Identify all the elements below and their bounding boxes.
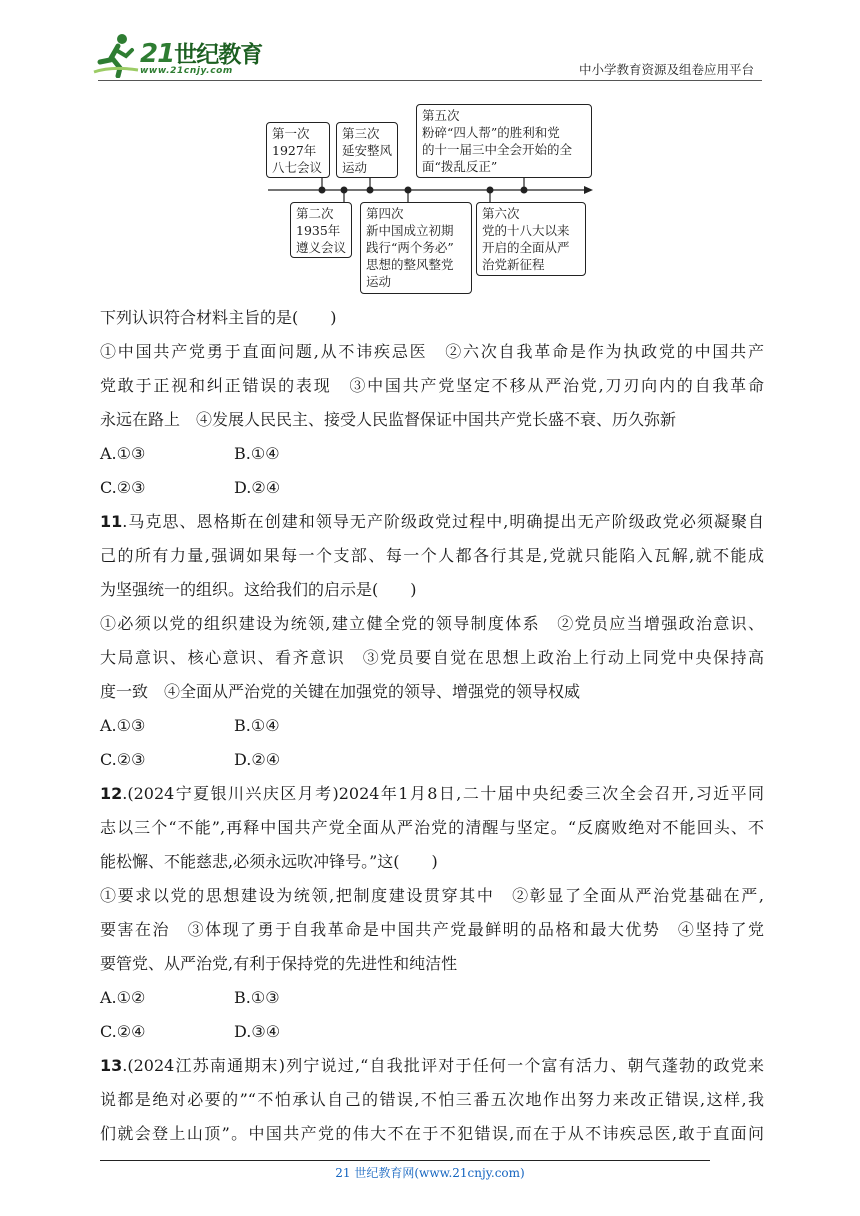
q12-option-c[interactable]: C.②④ xyxy=(100,1022,146,1041)
q12-option-d[interactable]: D.③④ xyxy=(234,1022,281,1041)
timeline-box-5: 第五次 粉碎“四人帮”的胜利和党 的十一届三中全会开始的全 面“拨乱反正” xyxy=(416,104,592,178)
q10-statement-line: 永远在路上 ④发展人民民主、接受人民监督保证中国共产党长盛不衰、历久弥新 xyxy=(100,410,677,429)
q11-option-b[interactable]: B.①④ xyxy=(234,716,280,735)
page-header xyxy=(0,0,860,90)
timeline-node xyxy=(405,187,412,194)
q12-option-b[interactable]: B.①③ xyxy=(234,988,280,1007)
q11-statement-line: 度一致 ④全面从严治党的关键在加强党的领导、增强党的领导权威 xyxy=(100,682,581,701)
q10-statement-line: ①中国共产党勇于直面问题,从不讳疾忌医 ②六次自我革命是作为执政党的中国共产 xyxy=(100,342,764,361)
q12-statement-line: 要害在治 ③体现了勇于自我革命是中国共产党最鲜明的品格和最大优势 ④坚持了党 xyxy=(100,920,764,939)
q13-number: 13 xyxy=(100,1056,123,1075)
q11-statement-line: 大局意识、核心意识、看齐意识 ③党员要自觉在思想上政治上行动上同党中央保持高 xyxy=(100,648,764,667)
header-divider xyxy=(98,80,762,81)
q11-stem-line: 11.马克思、恩格斯在创建和领导无产阶级政党过程中,明确提出无产阶级政党必须凝聚自 xyxy=(100,512,764,531)
q11-stem-line: 己的所有力量,强调如果每一个支部、每一个人都各行其是,党就只能陷入瓦解,就不能成 xyxy=(100,546,764,565)
timeline-node xyxy=(487,187,494,194)
q12-number: 12 xyxy=(100,784,123,803)
timeline-box-4: 第四次 新中国成立初期 践行“两个务必” 思想的整风整党 运动 xyxy=(360,202,472,294)
timeline-node xyxy=(521,187,528,194)
footer-link[interactable]: 21 世纪教育网(www.21cnjy.com) xyxy=(335,1166,525,1180)
q11-option-d[interactable]: D.②④ xyxy=(234,750,281,769)
site-logo[interactable] xyxy=(92,32,262,80)
q10-option-c[interactable]: C.②③ xyxy=(100,478,146,497)
q13-stem-line: 13.(2024江苏南通期末)列宁说过,“自我批评对于任何一个富有活力、朝气蓬勃的政党来 xyxy=(100,1056,764,1075)
q12-stem-line: 12.(2024宁夏银川兴庆区月考)2024年1月8日,二十届中央纪委三次全会召开,习近平同 xyxy=(100,784,764,803)
q11-statement-line: ①必须以党的组织建设为统领,建立健全党的领导制度体系 ②党员应当增强政治意识、 xyxy=(100,614,764,633)
q12-stem-line: 志以三个“不能”,再释中国共产党全面从严治党的清醒与坚定。“反腐败绝对不能回头、不 xyxy=(100,818,764,837)
timeline-box-6: 第六次 党的十八大以来 开启的全面从严 治党新征程 xyxy=(476,202,586,276)
q10-option-a[interactable]: A.①③ xyxy=(100,444,146,463)
runner-logo-icon xyxy=(92,32,140,78)
timeline-box-2: 第二次 1935年 遵义会议 xyxy=(290,202,352,258)
logo-wordmark: 21世纪教育 xyxy=(140,39,263,69)
timeline-node xyxy=(367,187,374,194)
q10-option-d[interactable]: D.②④ xyxy=(234,478,281,497)
platform-name: 中小学教育资源及组卷应用平台 xyxy=(578,62,754,77)
q10-statement-line: 党敢于正视和纠正错误的表现 ③中国共产党坚定不移从严治党,刀刃向内的自我革命 xyxy=(100,376,764,395)
q11-option-a[interactable]: A.①③ xyxy=(100,716,146,735)
q11-option-c[interactable]: C.②③ xyxy=(100,750,146,769)
timeline-box-1: 第一次 1927年 八七会议 xyxy=(266,122,330,178)
q12-statement-line: ①要求以党的思想建设为统领,把制度建设贯穿其中 ②彰显了全面从严治党基础在严, xyxy=(100,886,764,905)
q11-number: 11 xyxy=(100,512,123,531)
timeline-figure xyxy=(262,100,594,296)
q12-statement-line: 要管党、从严治党,有利于保持党的先进性和纯洁性 xyxy=(100,954,458,973)
q11-stem-line: 为坚强统一的组织。这给我们的启示是( ) xyxy=(100,580,417,599)
q10-stem: 下列认识符合材料主旨的是( ) xyxy=(100,308,337,327)
timeline-node xyxy=(319,187,326,194)
q13-stem-line: 说都是绝对必要的”“不怕承认自己的错误,不怕三番五次地作出努力来改正错误,这样,我 xyxy=(100,1090,764,1109)
timeline-node xyxy=(341,187,348,194)
footer-divider xyxy=(100,1160,710,1161)
timeline-box-3: 第三次 延安整风 运动 xyxy=(336,122,398,178)
q13-stem-line: 们就会登上山顶”。中国共产党的伟大不在于不犯错误,而在于从不讳疾忌医,敢于直面问 xyxy=(100,1124,764,1143)
q10-option-b[interactable]: B.①④ xyxy=(234,444,280,463)
logo-url: www.21cnjy.com xyxy=(140,66,233,76)
q12-stem-line: 能松懈、不能慈悲,必须永远吹冲锋号。”这( ) xyxy=(100,852,438,871)
q12-option-a[interactable]: A.①② xyxy=(100,988,146,1007)
